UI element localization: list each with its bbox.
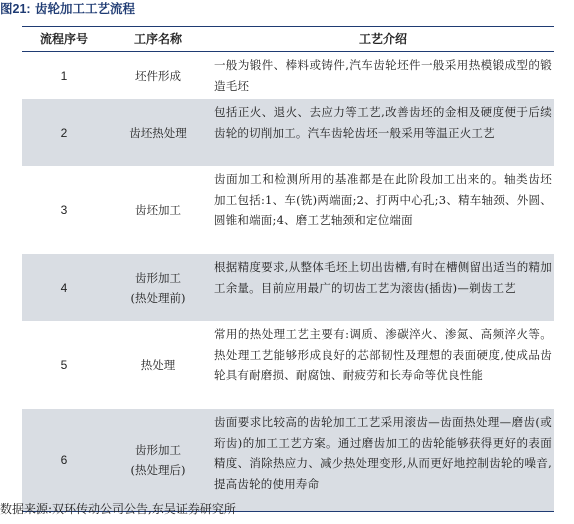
figure-number: 图21: <box>0 2 31 16</box>
row-name-line: 坯件形成 <box>135 68 181 83</box>
table-header <box>22 26 554 52</box>
row-seq: 2 <box>60 125 68 140</box>
header-name: 工序名称 <box>133 32 182 46</box>
row-name-line: 热处理 <box>140 358 176 372</box>
row-desc: 齿面加工和检测所用的基准都是在此阶段加工出来的。轴类齿坯加工包括:1、车(铣)两端面;2、打两中心孔;3、精车轴颈、外圆、圆锥和端面;4、磨工艺轴颈和定位端面 <box>214 172 552 227</box>
table-row <box>22 409 554 511</box>
row-desc: 包括正火、退火、去应力等工艺,改善齿坯的金相及硬度便于后续齿轮的切削加工。汽车齿轮齿坯一般采用等温正火工艺 <box>214 105 552 140</box>
row-name-line: 齿坯热处理 <box>129 125 187 140</box>
row-seq: 3 <box>60 202 68 217</box>
row-name <box>106 200 210 220</box>
row-desc: 一般为锻件、棒料或铸件,汽车齿轮坯件一般采用热模锻成型的锻造毛坯 <box>214 58 552 93</box>
table-row <box>22 52 554 99</box>
row-seq: 1 <box>60 68 68 83</box>
row-desc: 齿面要求比较高的齿轮加工工艺采用滚齿—齿面热处理—磨齿(或珩齿)的加工工艺方案。通过磨齿加工的齿轮能够获得更好的表面精度、消除热应力、减少热处理变形,从而更好地控制齿轮的噪音,提高齿轮的使用寿命 <box>214 415 552 491</box>
row-name-line: 齿形加工 <box>135 443 181 457</box>
row-desc: 根据精度要求,从整体毛坯上切出齿槽,有时在槽侧留出适当的精加工余量。目前应用最广的切齿工艺为滚齿(插齿)—剃齿工艺 <box>214 260 552 295</box>
table-row <box>22 254 554 321</box>
row-name <box>106 268 210 308</box>
row-name <box>106 66 210 86</box>
header-desc: 工艺介绍 <box>358 32 407 46</box>
table-row <box>22 321 554 409</box>
source-note: 数据来源:双环传动公司公告,东吴证券研究所 <box>0 502 236 516</box>
row-name-line: (热处理前) <box>130 290 186 305</box>
row-name <box>106 123 210 143</box>
row-seq: 4 <box>60 280 68 295</box>
row-name-line: 齿坯加工 <box>135 203 181 217</box>
row-seq: 5 <box>60 357 68 372</box>
figure-caption: 齿轮加工工艺流程 <box>34 1 135 16</box>
table-row <box>22 166 554 254</box>
row-name-line: 齿形加工 <box>135 270 181 285</box>
process-table <box>22 26 554 512</box>
row-name <box>106 355 210 375</box>
header-seq: 流程序号 <box>39 32 88 46</box>
table-row <box>22 99 554 166</box>
row-name <box>106 440 210 480</box>
row-desc: 常用的热处理工艺主要有:调质、渗碳淬火、渗氮、高频淬火等。热处理工艺能够形成良好的芯部韧性及理想的表面硬度,使成品齿轮具有耐磨损、耐腐蚀、耐疲劳和长寿命等优良性能 <box>214 327 552 382</box>
row-seq: 6 <box>60 452 68 467</box>
row-name-line: (热处理后) <box>130 463 186 477</box>
figure-title <box>0 0 135 18</box>
